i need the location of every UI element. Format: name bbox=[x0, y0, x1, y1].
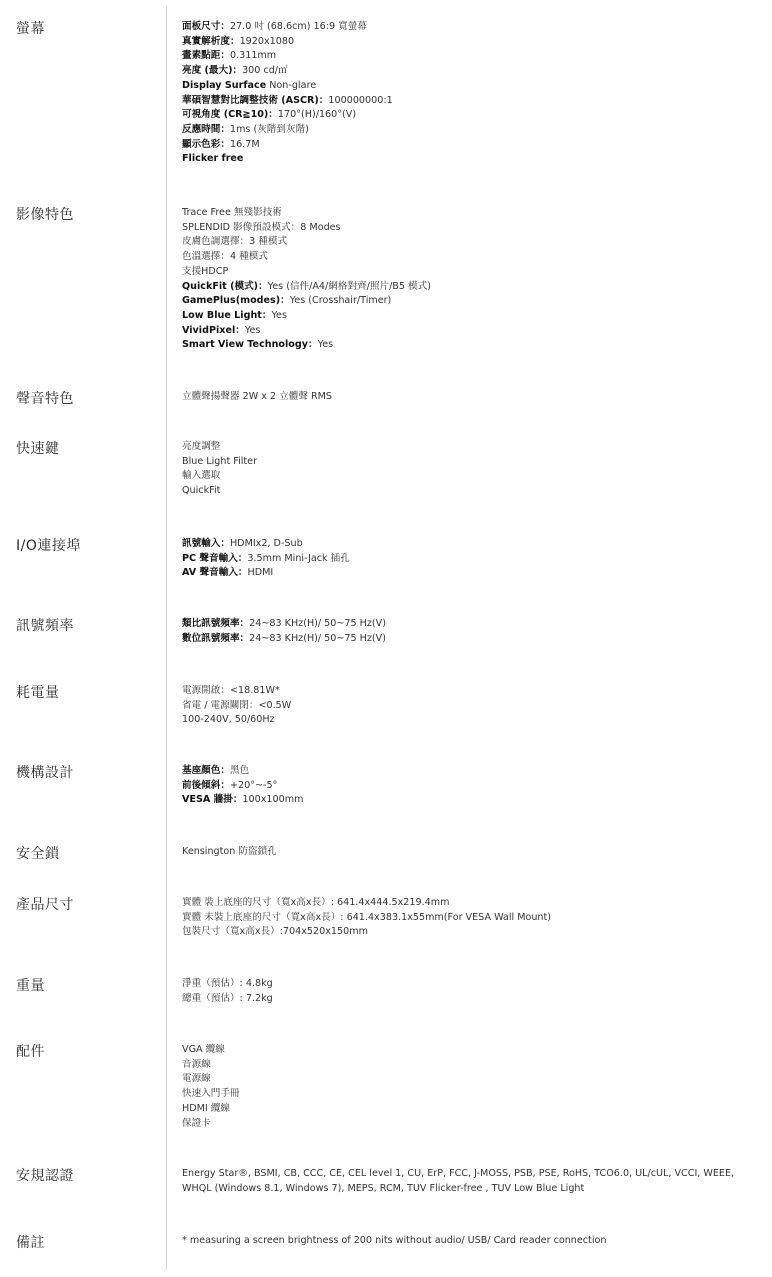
spec-line bbox=[182, 324, 762, 339]
spec-line bbox=[182, 250, 762, 265]
spec-values bbox=[182, 1234, 762, 1249]
spec-line bbox=[182, 1117, 762, 1132]
spec-label: 備註 bbox=[16, 1235, 45, 1251]
spec-key: QuickFit (模式)： bbox=[182, 280, 268, 292]
spec-label: 產品尺寸 bbox=[16, 897, 74, 913]
spec-label: 安規認證 bbox=[16, 1168, 74, 1184]
spec-value: 27.0 吋 (68.6cm) 16:9 寬螢幕 bbox=[229, 21, 367, 32]
spec-values bbox=[182, 845, 762, 860]
spec-value: 總重（預估）: 7.2kg bbox=[182, 992, 273, 1004]
spec-line bbox=[182, 79, 762, 94]
spec-value: Kensington 防盜鎖孔 bbox=[182, 846, 277, 857]
spec-value: 包裝尺寸（寬x高x長）:704x520x150mm bbox=[182, 926, 368, 938]
spec-values bbox=[182, 20, 762, 167]
spec-line bbox=[182, 1072, 762, 1087]
spec-value: 電源開啟：<18.81W* bbox=[182, 685, 280, 696]
spec-value: Non-glare bbox=[266, 79, 317, 91]
spec-key: 真實解析度： bbox=[182, 35, 240, 47]
spec-label: 影像特色 bbox=[16, 207, 74, 223]
spec-line bbox=[182, 440, 762, 455]
spec-value: HDMI bbox=[247, 567, 274, 579]
spec-line bbox=[182, 123, 762, 138]
spec-values bbox=[182, 206, 762, 353]
spec-line bbox=[182, 64, 762, 79]
spec-value: 保證卡 bbox=[182, 1117, 211, 1129]
spec-value: * measuring a screen brightness of 200 nits without audio/ USB/ Card reader connection bbox=[182, 1235, 607, 1246]
spec-key: 前後傾斜： bbox=[182, 779, 230, 791]
spec-value: QuickFit bbox=[182, 485, 221, 497]
spec-values bbox=[182, 1043, 762, 1131]
spec-line bbox=[182, 338, 762, 353]
spec-line bbox=[182, 1167, 762, 1182]
spec-value: 省電 / 電源關閉：<0.5W bbox=[182, 699, 292, 711]
spec-value: Energy Star®, BSMI, CB, CCC, CE, CEL level 1, CU, ErP, FCC, J-MOSS, PSB, PSE, RoHS, TCO6.0, UL/cUL, VCCI, WEEE, bbox=[182, 1168, 735, 1179]
spec-line bbox=[182, 455, 762, 470]
spec-key: Smart View Technology： bbox=[182, 339, 318, 351]
spec-key: 亮度 (最大)： bbox=[182, 65, 243, 77]
spec-label: 聲音特色 bbox=[16, 391, 74, 407]
spec-value: 16.7M bbox=[229, 138, 260, 150]
spec-line bbox=[182, 1234, 762, 1249]
spec-line bbox=[182, 566, 762, 581]
spec-line bbox=[182, 713, 762, 728]
spec-value: Yes bbox=[271, 309, 287, 321]
spec-value: +20°~-5° bbox=[229, 779, 278, 791]
spec-line bbox=[182, 221, 762, 236]
spec-line bbox=[182, 94, 762, 109]
spec-line bbox=[182, 1102, 762, 1117]
spec-value: 24~83 KHz(H)/ 50~75 Hz(V) bbox=[249, 632, 386, 644]
spec-line bbox=[182, 1058, 762, 1073]
spec-value: Yes bbox=[317, 339, 334, 351]
spec-value: 皮膚色調選擇：3 種模式 bbox=[182, 236, 288, 248]
spec-value: 100-240V, 50/60Hz bbox=[182, 714, 275, 726]
spec-line bbox=[182, 896, 762, 911]
spec-key: VESA 牆掛： bbox=[182, 794, 243, 806]
spec-value: 黑色 bbox=[229, 765, 250, 776]
spec-key: GamePlus(modes)： bbox=[182, 295, 290, 307]
spec-line bbox=[182, 537, 762, 552]
spec-key: 數位訊號頻率： bbox=[182, 632, 250, 644]
spec-key: AV 聲音輸入： bbox=[182, 567, 248, 579]
spec-line bbox=[182, 845, 762, 860]
spec-value: 淨重（預估）: 4.8kg bbox=[182, 978, 273, 989]
spec-value: 1920x1080 bbox=[239, 35, 295, 47]
column-divider bbox=[166, 6, 167, 1270]
spec-values bbox=[182, 537, 762, 581]
spec-value: 快速入門手冊 bbox=[182, 1088, 240, 1100]
spec-line bbox=[182, 779, 762, 794]
spec-value: Trace Free 無殘影技術 bbox=[182, 207, 282, 218]
spec-line bbox=[182, 152, 762, 167]
spec-key: 顯示色彩： bbox=[182, 138, 230, 150]
spec-value: 1ms (灰階到灰階) bbox=[229, 123, 309, 135]
spec-value: Yes (Crosshair/Timer) bbox=[289, 295, 392, 307]
spec-value: 3.5mm Mini-Jack 插孔 bbox=[247, 552, 350, 564]
spec-key: 類比訊號頻率： bbox=[182, 618, 250, 629]
spec-line bbox=[182, 20, 762, 35]
spec-line bbox=[182, 309, 762, 324]
spec-line bbox=[182, 265, 762, 280]
spec-line bbox=[182, 977, 762, 992]
spec-key: Flicker free bbox=[182, 153, 244, 165]
spec-value: WHQL (Windows 8.1, Windows 7), MEPS, RCM, TUV Flicker-free , TUV Low Blue Light bbox=[182, 1182, 585, 1194]
spec-line bbox=[182, 280, 762, 295]
spec-line bbox=[182, 35, 762, 50]
spec-line bbox=[182, 992, 762, 1007]
spec-value: SPLENDID 影像預設模式：8 Modes bbox=[182, 221, 341, 233]
spec-key: 可視角度 (CR≧10)： bbox=[182, 109, 278, 121]
spec-key: 訊號輸入： bbox=[182, 538, 230, 549]
spec-line bbox=[182, 617, 762, 632]
spec-value: 輸入選取 bbox=[182, 470, 221, 482]
spec-label: 快速鍵 bbox=[16, 441, 60, 457]
spec-label: I/O連接埠 bbox=[16, 538, 81, 554]
spec-label: 螢幕 bbox=[16, 21, 45, 37]
spec-line bbox=[182, 684, 762, 699]
spec-value: 170°(H)/160°(V) bbox=[277, 109, 357, 121]
spec-line bbox=[182, 390, 762, 405]
spec-values bbox=[182, 390, 762, 405]
spec-key: 畫素點距： bbox=[182, 50, 230, 62]
spec-value: 100x100mm bbox=[242, 794, 304, 806]
spec-value: Yes bbox=[244, 324, 261, 336]
spec-line bbox=[182, 1087, 762, 1102]
spec-label: 機構設計 bbox=[16, 765, 74, 781]
spec-line bbox=[182, 552, 762, 567]
spec-value: 實體 未裝上底座的尺寸（寬x高x長）: 641.4x383.1x55mm(For VESA Wall Mount) bbox=[182, 911, 552, 923]
spec-key: Low Blue Light： bbox=[182, 309, 272, 321]
spec-label: 耗電量 bbox=[16, 685, 60, 701]
spec-values bbox=[182, 896, 762, 940]
spec-key: 反應時間： bbox=[182, 123, 230, 135]
spec-value: VGA 纜線 bbox=[182, 1044, 225, 1055]
spec-value: Yes (信件/A4/網格對齊/照片/B5 模式) bbox=[267, 280, 431, 292]
spec-values bbox=[182, 684, 762, 728]
spec-line bbox=[182, 484, 762, 499]
spec-line bbox=[182, 235, 762, 250]
spec-value: HDMIx2, D-Sub bbox=[229, 538, 303, 549]
spec-line bbox=[182, 469, 762, 484]
spec-label: 配件 bbox=[16, 1044, 45, 1060]
spec-key: 華碩智慧對比調整技術 (ASCR)： bbox=[182, 94, 329, 106]
spec-value: 300 cd/㎡ bbox=[242, 65, 288, 77]
spec-key: 面板尺寸： bbox=[182, 21, 230, 32]
spec-line bbox=[182, 793, 762, 808]
spec-value: 實體 裝上底座的尺寸（寬x高x長）: 641.4x444.5x219.4mm bbox=[182, 897, 450, 908]
spec-values bbox=[182, 764, 762, 808]
spec-line bbox=[182, 911, 762, 926]
spec-line bbox=[182, 49, 762, 64]
spec-line bbox=[182, 764, 762, 779]
spec-values bbox=[182, 977, 762, 1006]
spec-label: 重量 bbox=[16, 978, 45, 994]
spec-value: HDMI 纜線 bbox=[182, 1102, 230, 1114]
spec-key: Display Surface bbox=[182, 79, 267, 91]
spec-value: 支援HDCP bbox=[182, 265, 229, 277]
spec-label: 安全鎖 bbox=[16, 846, 60, 862]
spec-values bbox=[182, 440, 762, 499]
spec-label: 訊號頻率 bbox=[16, 618, 74, 634]
spec-value: 24~83 KHz(H)/ 50~75 Hz(V) bbox=[249, 618, 386, 629]
spec-line bbox=[182, 206, 762, 221]
spec-value: Blue Light Filter bbox=[182, 455, 258, 467]
spec-values bbox=[182, 617, 762, 646]
spec-value: 亮度調整 bbox=[182, 441, 221, 452]
spec-values bbox=[182, 1167, 762, 1196]
spec-line bbox=[182, 1043, 762, 1058]
spec-line bbox=[182, 1182, 762, 1197]
spec-line bbox=[182, 108, 762, 123]
spec-line bbox=[182, 632, 762, 647]
spec-value: 0.311mm bbox=[229, 50, 277, 62]
spec-line bbox=[182, 138, 762, 153]
spec-line bbox=[182, 294, 762, 309]
spec-line bbox=[182, 699, 762, 714]
spec-value: 電源線 bbox=[182, 1073, 211, 1085]
spec-key: PC 聲音輸入： bbox=[182, 552, 248, 564]
spec-key: VividPixel： bbox=[182, 324, 245, 336]
spec-value: 100000000:1 bbox=[328, 94, 393, 106]
spec-value: 色溫選擇：4 種模式 bbox=[182, 251, 268, 263]
spec-key: 基座顏色： bbox=[182, 765, 230, 776]
spec-value: 立體聲揚聲器 2W x 2 立體聲 RMS bbox=[182, 391, 332, 402]
spec-line bbox=[182, 925, 762, 940]
spec-value: 音源線 bbox=[182, 1058, 211, 1070]
